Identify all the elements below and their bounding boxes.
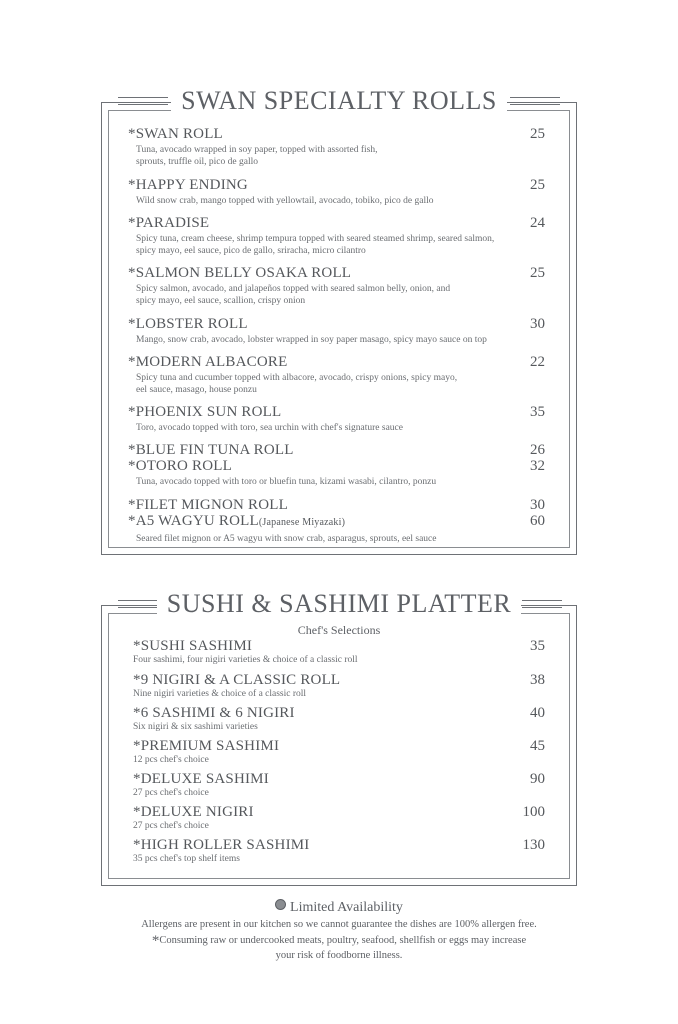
item-description: spicy mayo, eel sauce, pico de gallo, sriracha, micro cilantro (136, 246, 366, 256)
item-name: *LOBSTER ROLL (128, 316, 248, 332)
item-description: Wild snow crab, mango topped with yellowtail, avocado, tobiko, pico de gallo (136, 196, 434, 206)
menu-item (128, 126, 545, 168)
seal-icon (275, 899, 286, 910)
item-note: (Japanese Miyazaki) (258, 517, 346, 528)
item-description: 35 pcs chef's top shelf items (133, 854, 240, 864)
menu-item (133, 771, 545, 799)
menu-item (128, 316, 545, 346)
item-name: *PREMIUM SASHIMI (133, 738, 280, 754)
item-price: 130 (522, 837, 545, 853)
item-price: 25 (530, 265, 545, 281)
item-description: Toro, avocado topped with toro, sea urchin with chef's signature sauce (136, 423, 403, 433)
item-description: Six nigiri & six sashimi varieties (133, 722, 258, 732)
item-price: 32 (530, 458, 545, 474)
item-description: Mango, snow crab, avocado, lobster wrapped in soy paper masago, spicy mayo sauce on top (136, 335, 487, 345)
item-price: 100 (522, 804, 545, 820)
item-description: Spicy tuna and cucumber topped with albacore, avocado, crispy onions, spicy mayo, (136, 373, 458, 383)
item-name: *FILET MIGNON ROLL (128, 497, 288, 513)
item-price: 30 (530, 316, 545, 332)
item-price: 22 (530, 354, 545, 370)
item-name-wagyu (128, 513, 545, 531)
item-name: *SALMON BELLY OSAKA ROLL (128, 265, 352, 281)
asterisk: * (151, 933, 160, 949)
item-name: *HAPPY ENDING (128, 177, 248, 193)
item-price: 45 (530, 738, 545, 754)
menu-item (128, 354, 545, 396)
item-name: *SWAN ROLL (128, 126, 223, 142)
item-description: spicy mayo, eel sauce, scallion, crispy onion (136, 296, 306, 306)
raw-notice-line1: Consuming raw or undercooked meats, poultry, seafood, shellfish or eggs may increase (159, 935, 527, 946)
item-description: Seared filet mignon or A5 wagyu with snow crab, asparagus, sprouts, eel sauce (136, 534, 437, 544)
item-description: 27 pcs chef's choice (133, 821, 209, 831)
item-price: 25 (530, 126, 545, 142)
item-description: Nine nigiri varieties & choice of a classic roll (133, 689, 307, 699)
raw-notice-line2: your risk of foodborne illness. (275, 950, 403, 961)
item-name: *DELUXE SASHIMI (133, 771, 269, 787)
item-name: *6 SASHIMI & 6 NIGIRI (133, 705, 295, 721)
item-description: Spicy tuna, cream cheese, shrimp tempura topped with seared steamed shrimp, seared salmon, (136, 234, 495, 244)
item-description: Spicy salmon, avocado, and jalapeños topped with seared salmon belly, onion, and (136, 284, 451, 294)
item-description: eel sauce, masago, house ponzu (136, 385, 257, 395)
item-price: 25 (530, 177, 545, 193)
item-description: 27 pcs chef's choice (133, 788, 209, 798)
item-name: *BLUE FIN TUNA ROLL (128, 442, 294, 458)
item-description: Four sashimi, four nigiri varieties & choice of a classic roll (133, 655, 358, 665)
item-name: *PHOENIX SUN ROLL (128, 404, 282, 420)
rolls-title: SWAN SPECIALTY ROLLS (0, 86, 678, 116)
item-description: Tuna, avocado wrapped in soy paper, topped with assorted fish, (136, 145, 378, 155)
item-price: 38 (530, 672, 545, 688)
item-price: 24 (530, 215, 545, 231)
item-name: *SUSHI SASHIMI (133, 638, 253, 654)
menu-item (128, 497, 545, 545)
menu-item (133, 638, 545, 666)
item-price: 60 (530, 513, 545, 529)
item-price: 90 (530, 771, 545, 787)
menu-item (133, 738, 545, 766)
item-description: 12 pcs chef's choice (133, 755, 209, 765)
menu-item (133, 804, 545, 832)
item-name: *MODERN ALBACORE (128, 354, 288, 370)
item-name: *DELUXE NIGIRI (133, 804, 254, 820)
limited-availability (0, 899, 678, 916)
item-price: 35 (530, 404, 545, 420)
item-price: 40 (530, 705, 545, 721)
menu-item (128, 177, 545, 207)
menu-item (133, 837, 545, 865)
item-description: Tuna, avocado topped with toro or bluefin tuna, kizami wasabi, cilantro, ponzu (136, 477, 437, 487)
allergen-notice: Allergens are present in our kitchen so we cannot guarantee the dishes are 100% allergen free. (141, 919, 537, 930)
item-name: *9 NIGIRI & A CLASSIC ROLL (133, 672, 341, 688)
menu-item (128, 265, 545, 307)
menu-item (133, 672, 545, 700)
menu-item (128, 215, 545, 257)
item-price: 26 (530, 442, 545, 458)
item-name: *OTORO ROLL (128, 458, 233, 474)
item-description: sprouts, truffle oil, pico de gallo (136, 157, 258, 167)
item-price: 30 (530, 497, 545, 513)
item-name: *A5 WAGYU ROLL (128, 513, 259, 529)
menu-item (128, 442, 545, 488)
item-name: *HIGH ROLLER SASHIMI (133, 837, 310, 853)
platter-title: SUSHI & SASHIMI PLATTER (0, 589, 678, 619)
menu-item (128, 404, 545, 434)
item-name: *PARADISE (128, 215, 210, 231)
platter-subtitle: Chef's Selections (297, 623, 381, 637)
raw-notice (0, 933, 678, 950)
limited-label: Limited Availability (290, 900, 403, 915)
menu-item (133, 705, 545, 733)
item-price: 35 (530, 638, 545, 654)
